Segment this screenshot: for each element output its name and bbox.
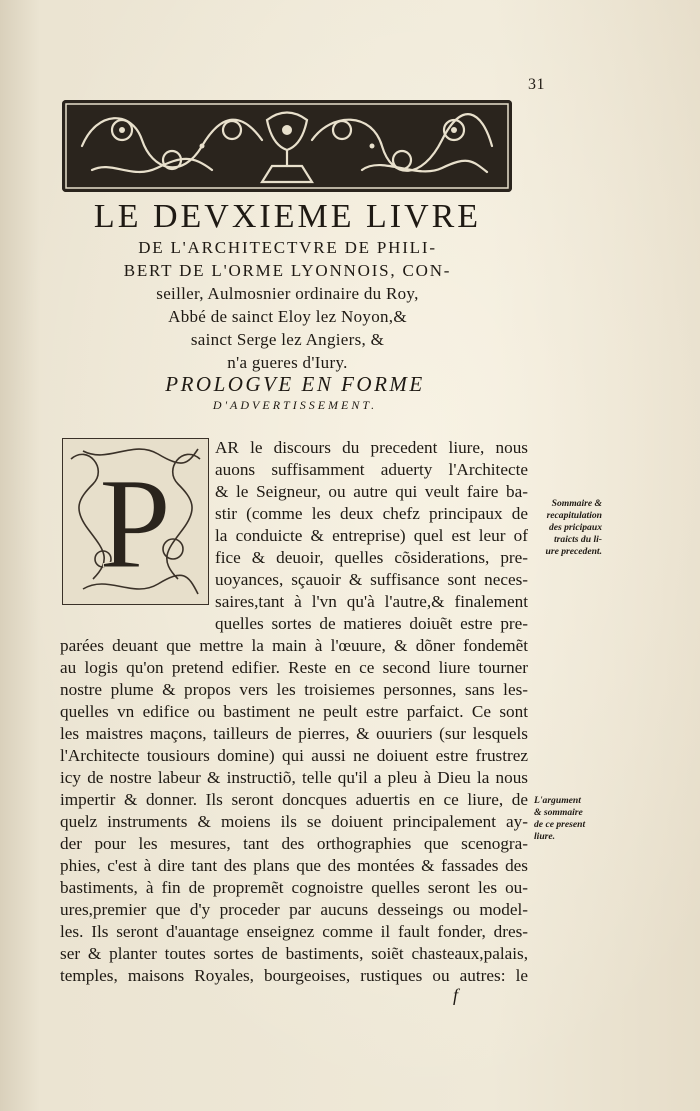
text-line: la conduicte & entreprise) quel est leur of	[215, 526, 528, 545]
margin-note-line: Sommaire &	[551, 498, 602, 509]
text-line: les. Ils seront d'auantage enseignez comme il fault fonder, dres-	[60, 922, 528, 941]
text-line: auons suffisamment aduerty l'Architecte	[215, 460, 528, 479]
text-line: ser & planter toutes sortes de bastiments, soiẽt chasteaux,palais,	[60, 944, 528, 963]
text-line: quelz instruments & moiens ils se doiuent principalement ay-	[60, 812, 528, 831]
title-line: BERT DE L'ORME LYONNOIS, CON-	[123, 261, 452, 280]
drop-cap-letter: P	[98, 452, 172, 596]
title-line: sainct Serge lez Angiers, &	[190, 330, 385, 349]
text-line: nostre plume & propos vers les troisiemes personnes, sans les-	[60, 680, 528, 699]
ornamental-headpiece	[62, 100, 512, 192]
margin-note-line: de ce present	[534, 819, 586, 830]
text-line: quelles sortes de matieres doiuẽt estre pre-	[215, 614, 528, 633]
text-line: les maistres maçons, tailleurs de pierres, & ouuriers (sur lesquels	[60, 724, 528, 743]
text-line: uoyances, sçauoir & suffisance sont neces-	[215, 570, 528, 589]
title-line: n'a gueres d'Iury.	[227, 353, 348, 372]
text-line: impertir & donner. Ils seront doncques aduertis en ce liure, de	[60, 790, 528, 809]
text-line: der pour les mesures, tant des orthographies que scenogra-	[60, 834, 528, 853]
text-line: ures,premier que d'y proceder par aucuns desseings ou model-	[60, 900, 528, 919]
text-line: temples, maisons Royales, bourgeoises, rustiques ou autres: le	[60, 966, 528, 985]
margin-note-line: L'argument	[534, 795, 581, 806]
text-line: fice & deuoir, quelles cõsiderations, pre-	[215, 548, 528, 567]
text-line: bastiments, à fin de propremẽt cognoistre quelles seront les ou-	[60, 878, 528, 897]
text-line: parées deuant que mettre la main à l'œuure, & dõner fondemẽt	[60, 636, 528, 655]
margin-note-argument	[534, 795, 602, 843]
margin-note-line: des pricipaux	[548, 522, 602, 533]
margin-note-line: liure.	[534, 831, 556, 842]
margin-note-line: ure precedent.	[545, 546, 602, 557]
text-line: quelles vn edifice ou bastiment ne peult estre parfaict. Ce sont	[60, 702, 528, 721]
signature-mark: f	[453, 985, 459, 1005]
title-line: seiller, Aulmosnier ordinaire du Roy,	[156, 284, 419, 303]
page-number: 31	[528, 76, 545, 93]
text-line: AR le discours du precedent liure, nous	[215, 438, 528, 457]
text-line: stir (comme les deux chefz principaux de	[215, 504, 528, 523]
book-title: LE DEVXIEME LIVRE	[93, 198, 482, 235]
initial-ornament-icon	[63, 439, 208, 604]
margin-note-line: & sommaire	[534, 807, 583, 818]
headpiece-ornament-icon	[62, 100, 512, 192]
text-line: & le Seigneur, ou autre qui veult faire ba-	[215, 482, 528, 501]
title-line: Abbé de sainct Eloy lez Noyon,&	[168, 307, 407, 326]
text-line: au logis qu'on pretend edifier. Reste en ce second liure tourner	[60, 658, 528, 677]
title-line: DE L'ARCHITECTVRE DE PHILI-	[138, 238, 437, 257]
prologue-title: PROLOGVE EN FORME	[165, 372, 425, 396]
decorated-initial	[62, 438, 209, 605]
title-block	[50, 198, 525, 374]
text-line: saires,tant à l'vn qu'à l'autre,& finalement	[215, 592, 528, 611]
prologue-subtitle: D'ADVERTISSEMENT.	[212, 398, 378, 412]
margin-note-line: recapitulation	[546, 510, 602, 521]
margin-note-summary	[534, 498, 602, 558]
text-line: phies, c'est à dire tant des plans que des montées & fassades des	[60, 856, 528, 875]
margin-note-line: traicts du li-	[554, 534, 602, 545]
text-line: icy de nostre labeur & instructiõ, telle qu'il a pleu à Dieu la nous	[60, 768, 528, 787]
text-line: l'Architecte tousiours domine) qui aussi ne doiuent estre frustrez	[60, 746, 528, 765]
